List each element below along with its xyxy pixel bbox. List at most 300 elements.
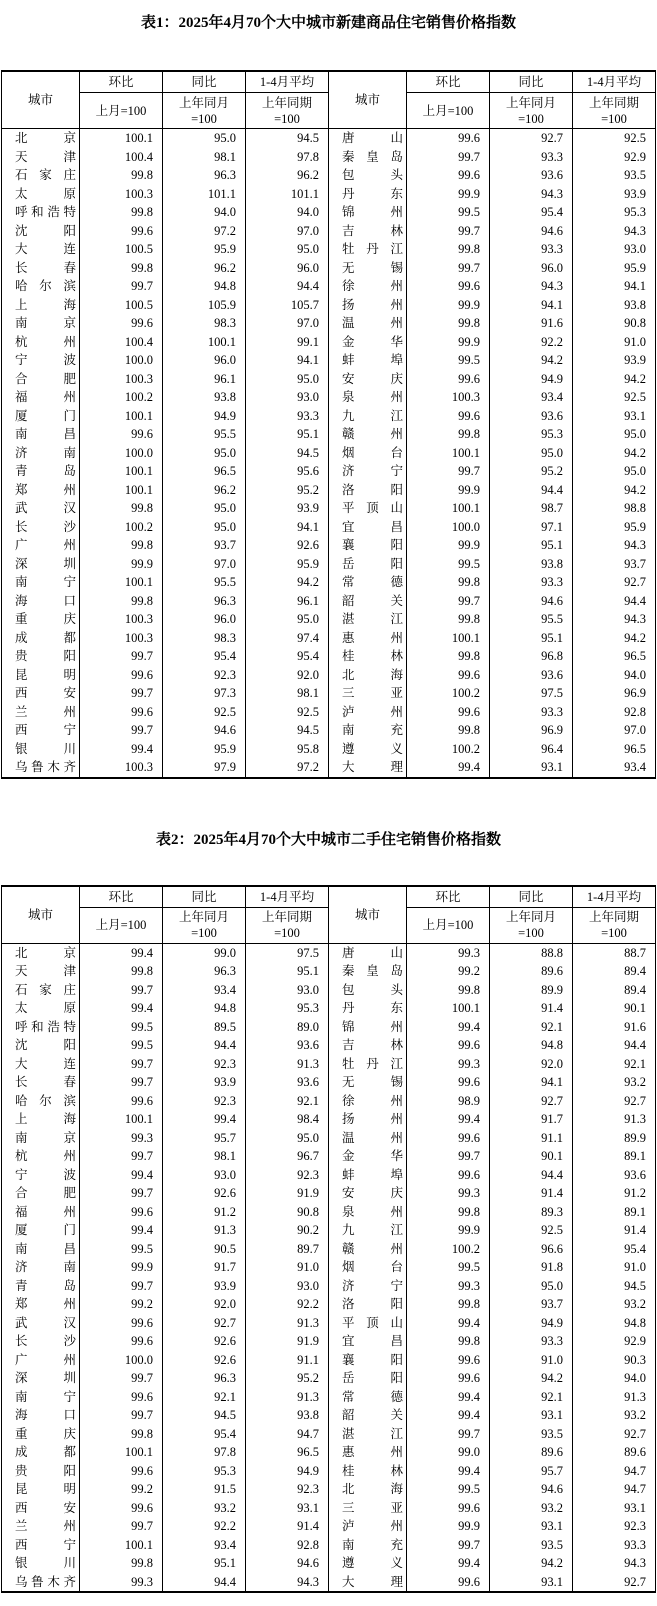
table-row xyxy=(2,1166,656,1185)
city-name: 合肥 xyxy=(15,1186,76,1200)
index-value-cell: 93.5 xyxy=(490,1536,573,1555)
table-row xyxy=(2,981,656,1000)
city-name: 无锡 xyxy=(342,1075,403,1089)
index-value-cell: 99.7 xyxy=(80,1073,163,1092)
city-name: 吉林 xyxy=(342,223,403,238)
city-name-cell xyxy=(2,999,80,1018)
index-value-cell: 96.3 xyxy=(163,1369,246,1388)
city-name: 襄阳 xyxy=(342,1352,403,1367)
table-row xyxy=(2,1295,656,1314)
index-value-cell: 100.1 xyxy=(80,573,163,592)
index-value-cell: 93.1 xyxy=(573,407,656,426)
city-name: 北京 xyxy=(15,131,76,145)
index-value-cell: 93.9 xyxy=(573,185,656,204)
city-name-cell xyxy=(329,296,407,315)
city-name-cell xyxy=(329,536,407,555)
index-value-cell: 91.3 xyxy=(246,1388,329,1407)
city-name: 郑州 xyxy=(15,1297,76,1311)
city-name-cell xyxy=(2,647,80,666)
index-value-cell: 94.6 xyxy=(490,222,573,241)
table-row xyxy=(2,240,656,259)
index-value-cell: 99.8 xyxy=(80,536,163,555)
index-value-cell: 97.5 xyxy=(490,684,573,703)
city-column-header: 城市 xyxy=(2,886,80,944)
index-value-cell: 93.1 xyxy=(490,1517,573,1536)
city-name: 锦州 xyxy=(342,1019,403,1034)
city-name-cell xyxy=(329,1166,407,1185)
index-value-cell: 93.9 xyxy=(163,1073,246,1092)
city-name-cell xyxy=(2,444,80,463)
index-value-cell: 89.4 xyxy=(573,981,656,1000)
index-value-cell: 99.6 xyxy=(407,166,490,185)
city-name-cell xyxy=(2,1554,80,1573)
index-value-cell: 99.8 xyxy=(80,962,163,981)
avg-column-header: 1-4月平均 xyxy=(573,886,656,908)
city-name-cell xyxy=(2,981,80,1000)
index-value-cell: 95.3 xyxy=(490,425,573,444)
table1-title: 表1：2025年4月70个大中城市新建商品住宅销售价格指数 xyxy=(140,15,516,31)
city-name: 西安 xyxy=(15,686,76,700)
city-name-cell xyxy=(2,407,80,426)
city-name-cell xyxy=(2,333,80,352)
city-name-cell xyxy=(2,962,80,981)
index-value-cell: 91.4 xyxy=(490,1184,573,1203)
city-name-cell xyxy=(329,1221,407,1240)
index-value-cell: 100.3 xyxy=(80,758,163,778)
index-value-cell: 96.1 xyxy=(246,592,329,611)
index-value-cell: 94.2 xyxy=(490,351,573,370)
table-row xyxy=(2,425,656,444)
avg-base-header: 上年同期 =100 xyxy=(246,907,329,943)
city-name-cell xyxy=(2,1406,80,1425)
city-name: 九江 xyxy=(342,408,403,423)
index-value-cell: 94.8 xyxy=(163,277,246,296)
index-value-cell: 91.5 xyxy=(163,1480,246,1499)
index-value-cell: 91.9 xyxy=(246,1184,329,1203)
index-value-cell: 98.9 xyxy=(407,1092,490,1111)
city-name: 大连 xyxy=(15,242,76,256)
index-value-cell: 93.0 xyxy=(246,1277,329,1296)
city-name-cell xyxy=(329,277,407,296)
index-value-cell: 92.3 xyxy=(163,1055,246,1074)
index-value-cell: 94.7 xyxy=(573,1480,656,1499)
index-value-cell: 99.6 xyxy=(407,1073,490,1092)
index-value-cell: 96.4 xyxy=(490,740,573,759)
index-value-cell: 97.2 xyxy=(246,758,329,778)
city-name-cell xyxy=(2,129,80,148)
index-value-cell: 99.4 xyxy=(407,1314,490,1333)
index-value-cell: 92.3 xyxy=(246,1166,329,1185)
index-value-cell: 94.1 xyxy=(246,518,329,537)
city-name-cell xyxy=(329,592,407,611)
index-value-cell: 97.4 xyxy=(246,629,329,648)
index-value-cell: 93.9 xyxy=(163,1277,246,1296)
index-value-cell: 93.6 xyxy=(246,1036,329,1055)
table-row xyxy=(2,1517,656,1536)
index-value-cell: 99.7 xyxy=(407,1536,490,1555)
index-value-cell: 93.2 xyxy=(573,1406,656,1425)
index-value-cell: 99.8 xyxy=(80,499,163,518)
index-value-cell: 94.2 xyxy=(573,481,656,500)
city-name: 温州 xyxy=(342,316,403,330)
index-value-cell: 99.5 xyxy=(407,1258,490,1277)
city-name-cell xyxy=(2,943,80,962)
index-value-cell: 93.1 xyxy=(490,758,573,778)
table-row xyxy=(2,1110,656,1129)
index-value-cell: 93.3 xyxy=(490,573,573,592)
index-value-cell: 99.9 xyxy=(407,1221,490,1240)
index-value-cell: 99.7 xyxy=(80,1406,163,1425)
index-value-cell: 100.0 xyxy=(80,351,163,370)
table-row xyxy=(2,407,656,426)
index-value-cell: 93.0 xyxy=(163,1166,246,1185)
index-value-cell: 96.5 xyxy=(246,1443,329,1462)
index-value-cell: 99.5 xyxy=(80,1240,163,1259)
index-value-cell: 95.0 xyxy=(246,610,329,629)
table-row xyxy=(2,1092,656,1111)
city-name: 大连 xyxy=(15,1056,76,1071)
index-value-cell: 94.9 xyxy=(163,407,246,426)
city-name-cell xyxy=(329,1110,407,1129)
index-value-cell: 94.3 xyxy=(573,1554,656,1573)
index-value-cell: 94.4 xyxy=(246,277,329,296)
city-name: 杭州 xyxy=(15,1149,76,1163)
city-name: 徐州 xyxy=(342,1093,403,1108)
city-name-cell xyxy=(329,999,407,1018)
city-name-cell xyxy=(2,536,80,555)
yoy-column-header: 同比 xyxy=(163,71,246,93)
index-value-cell: 95.0 xyxy=(163,129,246,148)
index-value-cell: 99.3 xyxy=(407,1184,490,1203)
city-name-cell xyxy=(2,1499,80,1518)
city-name: 韶关 xyxy=(342,1408,403,1422)
city-name: 南充 xyxy=(342,1537,403,1552)
city-name: 呼和浩特 xyxy=(15,1019,76,1034)
city-name: 北海 xyxy=(342,667,403,682)
city-name: 济宁 xyxy=(342,464,403,478)
city-name: 济南 xyxy=(15,1260,76,1274)
index-value-cell: 92.1 xyxy=(246,1092,329,1111)
index-value-cell: 92.1 xyxy=(490,1018,573,1037)
index-value-cell: 99.8 xyxy=(407,240,490,259)
city-name: 包头 xyxy=(342,168,403,182)
city-name: 烟台 xyxy=(342,445,403,460)
city-name-cell xyxy=(329,666,407,685)
index-value-cell: 99.6 xyxy=(80,703,163,722)
yoy-column-header: 同比 xyxy=(490,71,573,93)
index-value-cell: 96.3 xyxy=(163,592,246,611)
index-value-cell: 98.1 xyxy=(163,148,246,167)
city-name-cell xyxy=(2,1425,80,1444)
city-name: 广州 xyxy=(15,1352,76,1367)
city-name-cell xyxy=(329,148,407,167)
index-value-cell: 99.7 xyxy=(80,1369,163,1388)
index-value-cell: 98.7 xyxy=(490,499,573,518)
mom-column-header: 环比 xyxy=(80,71,163,93)
city-name-cell xyxy=(329,1092,407,1111)
index-value-cell: 92.3 xyxy=(573,1517,656,1536)
index-value-cell: 94.2 xyxy=(573,370,656,389)
index-value-cell: 92.3 xyxy=(163,666,246,685)
index-value-cell: 93.6 xyxy=(490,166,573,185)
index-value-cell: 89.1 xyxy=(573,1147,656,1166)
index-value-cell: 94.3 xyxy=(573,222,656,241)
city-name-cell xyxy=(2,259,80,278)
city-name-cell xyxy=(2,296,80,315)
city-name-cell xyxy=(2,462,80,481)
index-value-cell: 99.1 xyxy=(246,333,329,352)
table-row xyxy=(2,1184,656,1203)
index-value-cell: 94.0 xyxy=(163,203,246,222)
index-value-cell: 100.1 xyxy=(407,629,490,648)
table-row xyxy=(2,962,656,981)
city-name-cell xyxy=(329,1203,407,1222)
city-name-cell xyxy=(2,1295,80,1314)
city-name: 湛江 xyxy=(342,1426,403,1441)
table-row xyxy=(2,259,656,278)
index-value-cell: 95.0 xyxy=(490,444,573,463)
index-value-cell: 93.3 xyxy=(490,1332,573,1351)
index-value-cell: 92.7 xyxy=(163,1314,246,1333)
table-row xyxy=(2,1073,656,1092)
city-name-cell xyxy=(2,1184,80,1203)
index-value-cell: 99.7 xyxy=(407,259,490,278)
city-name: 深圳 xyxy=(15,556,76,571)
table-row xyxy=(2,185,656,204)
city-name: 贵阳 xyxy=(15,1463,76,1478)
city-name: 南京 xyxy=(15,316,76,330)
city-name-cell xyxy=(329,1425,407,1444)
city-name: 成都 xyxy=(15,630,76,645)
index-value-cell: 100.1 xyxy=(407,444,490,463)
city-name: 三亚 xyxy=(342,686,403,700)
index-value-cell: 99.7 xyxy=(80,684,163,703)
index-value-cell: 95.2 xyxy=(246,1369,329,1388)
index-value-cell: 99.3 xyxy=(80,1573,163,1593)
index-value-cell: 91.6 xyxy=(573,1018,656,1037)
table-row xyxy=(2,481,656,500)
index-value-cell: 101.1 xyxy=(246,185,329,204)
index-value-cell: 95.2 xyxy=(490,462,573,481)
city-name: 武汉 xyxy=(15,501,76,515)
index-value-cell: 94.2 xyxy=(246,573,329,592)
city-name: 乌鲁木齐 xyxy=(15,1574,76,1589)
index-value-cell: 94.9 xyxy=(490,1314,573,1333)
city-name: 牡丹江 xyxy=(342,242,403,256)
index-value-cell: 92.0 xyxy=(490,1055,573,1074)
city-name-cell xyxy=(2,1388,80,1407)
avg-base-header: 上年同期 =100 xyxy=(573,907,656,943)
index-value-cell: 92.9 xyxy=(573,1332,656,1351)
index-value-cell: 99.6 xyxy=(407,1166,490,1185)
index-value-cell: 99.6 xyxy=(80,314,163,333)
table-row xyxy=(2,610,656,629)
index-value-cell: 91.0 xyxy=(573,333,656,352)
index-value-cell: 95.0 xyxy=(490,1277,573,1296)
index-value-cell: 95.0 xyxy=(573,425,656,444)
city-name-cell xyxy=(2,1258,80,1277)
city-column-header: 城市 xyxy=(329,71,407,129)
index-value-cell: 99.9 xyxy=(407,333,490,352)
index-value-cell: 99.9 xyxy=(80,1258,163,1277)
mom-base-header: 上月=100 xyxy=(407,907,490,943)
index-value-cell: 95.9 xyxy=(573,518,656,537)
index-value-cell: 100.0 xyxy=(80,444,163,463)
index-value-cell: 94.4 xyxy=(490,1166,573,1185)
city-name: 平顶山 xyxy=(342,1315,403,1330)
index-value-cell: 100.1 xyxy=(80,481,163,500)
index-value-cell: 99.7 xyxy=(80,1184,163,1203)
city-name: 厦门 xyxy=(15,1223,76,1237)
index-value-cell: 99.6 xyxy=(407,1129,490,1148)
city-name: 厦门 xyxy=(15,408,76,423)
index-value-cell: 89.3 xyxy=(490,1203,573,1222)
index-value-cell: 99.6 xyxy=(407,277,490,296)
index-value-cell: 96.0 xyxy=(163,610,246,629)
index-value-cell: 94.6 xyxy=(246,1554,329,1573)
index-value-cell: 99.8 xyxy=(407,721,490,740)
city-name: 遵义 xyxy=(342,741,403,756)
city-name: 岳阳 xyxy=(342,556,403,571)
index-value-cell: 99.7 xyxy=(80,1055,163,1074)
index-value-cell: 99.3 xyxy=(407,1277,490,1296)
table-row xyxy=(2,647,656,666)
city-name: 秦皇岛 xyxy=(342,149,403,164)
index-value-cell: 91.1 xyxy=(246,1351,329,1370)
mom-column-header: 环比 xyxy=(407,71,490,93)
index-value-cell: 91.0 xyxy=(490,1351,573,1370)
index-value-cell: 93.0 xyxy=(246,981,329,1000)
index-value-cell: 95.7 xyxy=(490,1462,573,1481)
index-value-cell: 99.6 xyxy=(80,1332,163,1351)
index-value-cell: 99.7 xyxy=(80,1517,163,1536)
city-column-header: 城市 xyxy=(329,886,407,944)
city-name-cell xyxy=(329,1517,407,1536)
index-value-cell: 99.7 xyxy=(407,592,490,611)
table-row xyxy=(2,462,656,481)
index-value-cell: 94.4 xyxy=(163,1036,246,1055)
index-value-cell: 97.0 xyxy=(246,222,329,241)
mom-base-header: 上月=100 xyxy=(80,93,163,129)
avg-base-header: 上年同期 =100 xyxy=(573,93,656,129)
city-name-cell xyxy=(329,166,407,185)
city-name: 金华 xyxy=(342,334,403,349)
index-value-cell: 96.2 xyxy=(163,259,246,278)
index-value-cell: 100.1 xyxy=(80,1536,163,1555)
index-value-cell: 99.6 xyxy=(407,703,490,722)
index-value-cell: 100.4 xyxy=(80,148,163,167)
yoy-column-header: 同比 xyxy=(490,886,573,908)
city-name-cell xyxy=(329,462,407,481)
index-value-cell: 91.6 xyxy=(490,314,573,333)
index-value-cell: 94.5 xyxy=(246,129,329,148)
city-name-cell xyxy=(329,185,407,204)
city-name-cell xyxy=(329,425,407,444)
table-row xyxy=(2,721,656,740)
index-value-cell: 99.4 xyxy=(407,1018,490,1037)
index-value-cell: 91.2 xyxy=(163,1203,246,1222)
city-name: 九江 xyxy=(342,1223,403,1237)
city-name: 长春 xyxy=(15,260,76,275)
index-value-cell: 91.3 xyxy=(246,1314,329,1333)
city-name: 长沙 xyxy=(15,519,76,534)
index-value-cell: 94.1 xyxy=(490,296,573,315)
index-value-cell: 98.1 xyxy=(163,1147,246,1166)
city-name-cell xyxy=(2,1203,80,1222)
index-value-cell: 99.6 xyxy=(407,1036,490,1055)
table1-body xyxy=(2,129,656,778)
index-value-cell: 99.9 xyxy=(407,536,490,555)
city-name-cell xyxy=(2,314,80,333)
index-value-cell: 95.6 xyxy=(246,462,329,481)
index-value-cell: 92.7 xyxy=(573,1425,656,1444)
city-name: 唐山 xyxy=(342,131,403,145)
index-value-cell: 94.4 xyxy=(163,1573,246,1593)
index-value-cell: 100.3 xyxy=(407,388,490,407)
city-name: 安庆 xyxy=(342,371,403,386)
city-name: 石家庄 xyxy=(15,168,76,182)
city-name-cell xyxy=(329,1554,407,1573)
index-value-cell: 93.4 xyxy=(163,1536,246,1555)
index-value-cell: 95.1 xyxy=(246,425,329,444)
index-value-cell: 100.1 xyxy=(80,462,163,481)
table-row xyxy=(2,388,656,407)
index-value-cell: 99.6 xyxy=(407,1351,490,1370)
index-value-cell: 98.4 xyxy=(246,1110,329,1129)
index-value-cell: 91.3 xyxy=(163,1221,246,1240)
table-row xyxy=(2,1277,656,1296)
index-value-cell: 94.6 xyxy=(490,592,573,611)
city-name: 遵义 xyxy=(342,1556,403,1570)
index-value-cell: 89.6 xyxy=(573,1443,656,1462)
index-value-cell: 94.1 xyxy=(246,351,329,370)
city-name: 郑州 xyxy=(15,482,76,497)
index-value-cell: 99.8 xyxy=(80,1554,163,1573)
avg-base-header: 上年同期 =100 xyxy=(246,93,329,129)
index-value-cell: 99.8 xyxy=(80,1425,163,1444)
index-value-cell: 100.1 xyxy=(80,407,163,426)
table-row xyxy=(2,666,656,685)
index-value-cell: 91.3 xyxy=(573,1388,656,1407)
city-name: 泸州 xyxy=(342,1519,403,1533)
city-name: 宁波 xyxy=(15,353,76,367)
city-name: 太原 xyxy=(15,186,76,201)
index-value-cell: 100.1 xyxy=(80,1443,163,1462)
index-value-cell: 99.4 xyxy=(163,1110,246,1129)
yoy-base-header: 上年同月 =100 xyxy=(163,907,246,943)
index-value-cell: 94.1 xyxy=(490,1073,573,1092)
index-value-cell: 99.4 xyxy=(80,1221,163,1240)
city-name-cell xyxy=(329,499,407,518)
city-name: 惠州 xyxy=(342,1445,403,1459)
city-name-cell xyxy=(2,721,80,740)
index-value-cell: 99.7 xyxy=(407,1147,490,1166)
index-value-cell: 99.5 xyxy=(407,555,490,574)
index-value-cell: 96.2 xyxy=(163,481,246,500)
index-value-cell: 98.1 xyxy=(246,684,329,703)
index-value-cell: 94.2 xyxy=(573,629,656,648)
city-name-cell xyxy=(329,629,407,648)
city-name-cell xyxy=(329,943,407,962)
city-name-cell xyxy=(2,203,80,222)
city-name-cell xyxy=(329,240,407,259)
index-value-cell: 93.1 xyxy=(573,1499,656,1518)
city-name-cell xyxy=(329,1332,407,1351)
city-name: 宁波 xyxy=(15,1167,76,1182)
city-name: 青岛 xyxy=(15,1278,76,1293)
index-value-cell: 99.6 xyxy=(407,666,490,685)
index-value-cell: 99.8 xyxy=(407,1295,490,1314)
